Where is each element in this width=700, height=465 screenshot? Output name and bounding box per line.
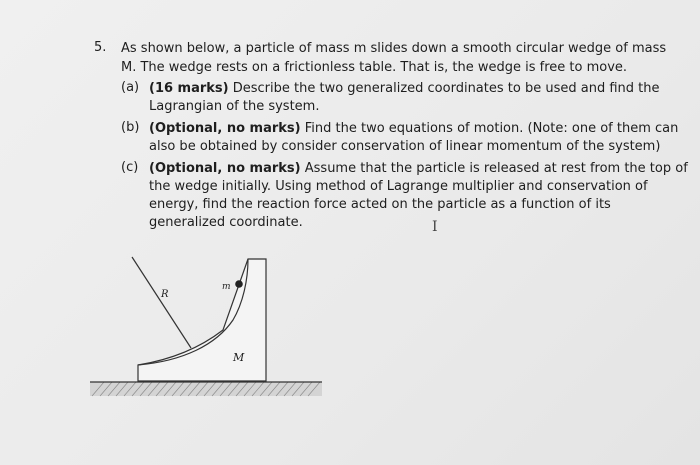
part-c-line-1 xyxy=(149,160,688,177)
part-b-line-2: also be obtained by consider conservation of linear momentum of the system) xyxy=(149,139,661,154)
part-c-label: (c) xyxy=(121,160,139,175)
part-a-marks: (16 marks) xyxy=(149,81,229,96)
part-a-line-1 xyxy=(149,80,659,97)
intro-line-2: M. The wedge rests on a frictionless table. That is, the wedge is free to move. xyxy=(121,60,628,75)
intro-line-1: As shown below, a particle of mass m slides down a smooth circular wedge of mass xyxy=(121,41,667,56)
part-b-text-1: Find the two equations of motion. (Note: one of them can xyxy=(300,121,679,136)
question-number: 5. xyxy=(94,40,107,55)
radius-line xyxy=(132,257,191,348)
part-c-line-4: generalized coordinate. xyxy=(149,215,303,230)
radius-label: R xyxy=(161,289,169,300)
particle-mass xyxy=(235,280,243,288)
table-surface xyxy=(90,382,322,396)
part-c-line-2: the wedge initially. Using method of Lagrange multiplier and conservation of xyxy=(149,179,648,194)
part-c-text-1: Assume that the particle is released at rest from the top of xyxy=(300,161,688,176)
part-c-marks: (Optional, no marks) xyxy=(149,161,301,176)
wedge-figure xyxy=(88,245,328,410)
part-b-label: (b) xyxy=(121,120,140,135)
particle-label: m xyxy=(222,282,231,292)
part-a-label: (a) xyxy=(121,80,140,95)
part-a-line-2: Lagrangian of the system. xyxy=(149,99,320,114)
part-b-marks: (Optional, no marks) xyxy=(149,121,301,136)
part-a-text-1: Describe the two generalized coordinates to be used and find the xyxy=(228,81,660,96)
part-b-line-1 xyxy=(149,120,678,137)
part-c-line-3: energy, find the reaction force acted on the particle as a function of its xyxy=(149,197,611,212)
text-cursor-icon: I xyxy=(432,219,438,235)
wedge-label: M xyxy=(233,351,245,364)
